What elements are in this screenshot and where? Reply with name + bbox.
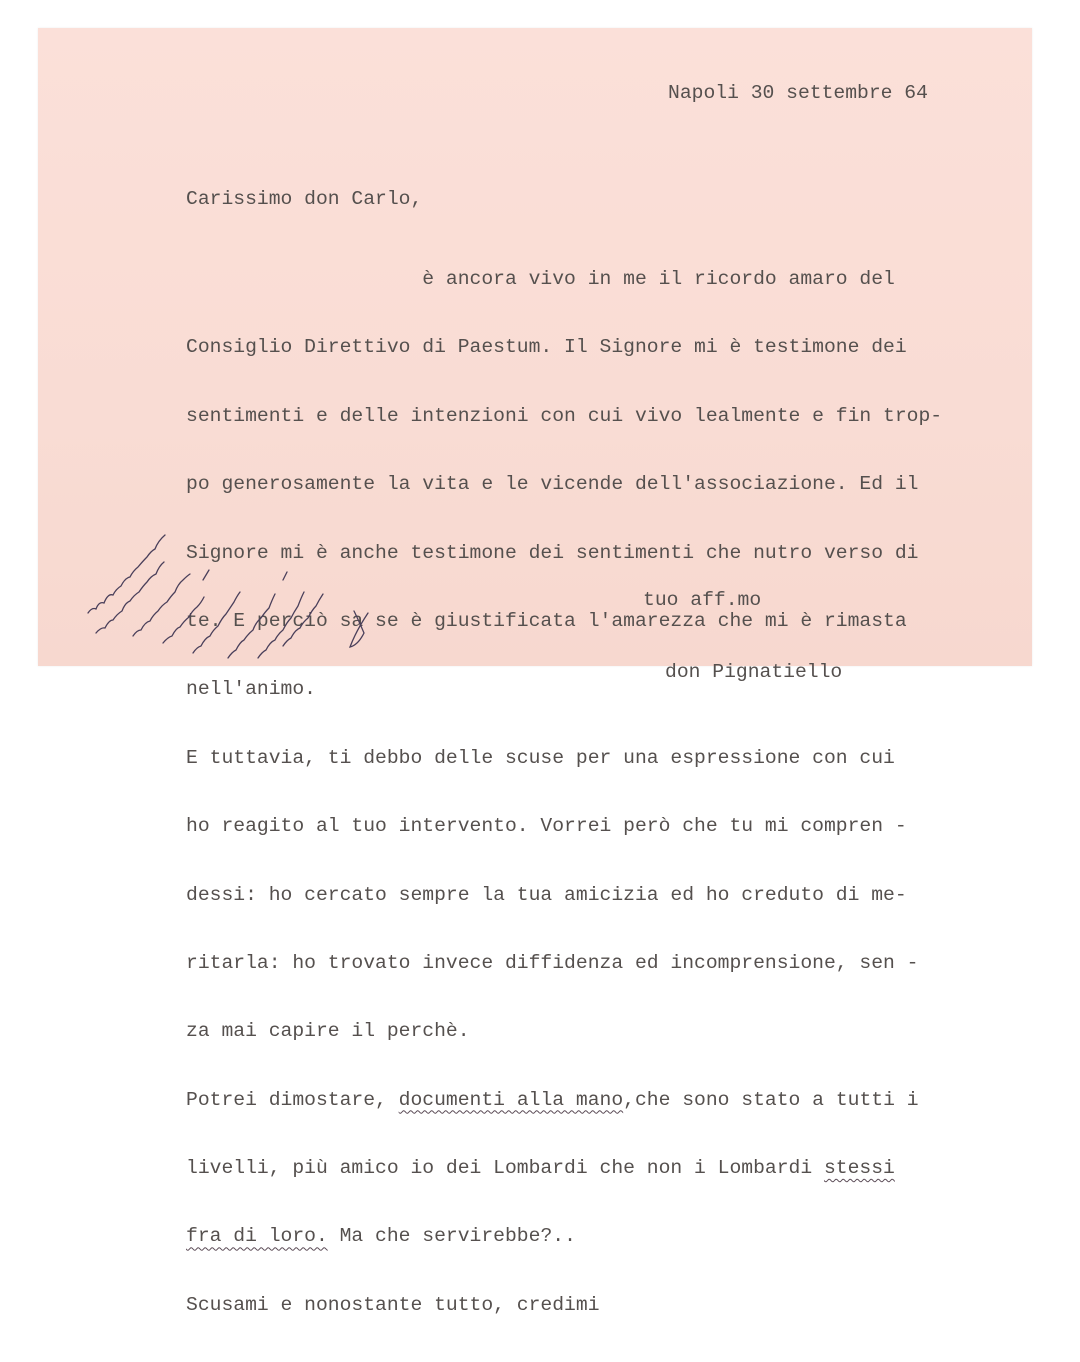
handwriting-stroke bbox=[193, 592, 240, 653]
letter-date: Napoli 30 settembre 64 bbox=[668, 82, 928, 104]
underlined-text: documenti alla mano bbox=[398, 1088, 624, 1111]
handwriting-initial bbox=[350, 611, 368, 647]
body-line: Signore mi è anche testimone dei sentimenti che nutro verso di bbox=[186, 541, 919, 564]
salutation: Carissimo don Carlo, bbox=[186, 187, 423, 210]
body-line: dessi: ho cercato sempre la tua amicizia ed ho creduto di me- bbox=[186, 883, 907, 906]
body-line: E tuttavia, ti debbo delle scuse per una espressione con cui bbox=[186, 746, 895, 769]
handwriting-stroke bbox=[163, 570, 209, 643]
body-line bbox=[186, 1225, 942, 1248]
body-line: za mai capire il perchè. bbox=[186, 1020, 470, 1043]
signature: don Pignatiello bbox=[665, 661, 843, 683]
letter-body bbox=[186, 142, 942, 1362]
body-line: nell'animo. bbox=[186, 678, 316, 701]
handwriting-stroke bbox=[258, 592, 304, 658]
body-line: Scusami e nonostante tutto, credimi bbox=[186, 1293, 600, 1316]
handwriting-stroke bbox=[88, 535, 165, 613]
body-line: ritarla: ho trovato invece diffidenza ed incomprensione, sen - bbox=[186, 951, 919, 974]
underlined-text: fra di loro. bbox=[186, 1225, 328, 1248]
letter-paper bbox=[38, 28, 1032, 1316]
text: Ma che servirebbe?.. bbox=[327, 1225, 576, 1248]
body-line: ho reagito al tuo intervento. Vorrei però che tu mi compren - bbox=[186, 815, 907, 838]
body-line bbox=[186, 1089, 942, 1112]
text: Potrei dimostare, bbox=[186, 1088, 399, 1111]
body-line bbox=[186, 1157, 942, 1180]
handwriting-stroke bbox=[133, 574, 190, 636]
text: livelli, più amico io dei Lombardi che non i Lombardi bbox=[186, 1157, 824, 1180]
body-line: po generosamente la vita e le vicende dell'associazione. Ed il bbox=[186, 473, 919, 496]
body-line: è ancora vivo in me il ricordo amaro del bbox=[186, 267, 895, 290]
closing-block bbox=[643, 540, 842, 732]
body-line: sentimenti e delle intenzioni con cui vivo lealmente e fin trop- bbox=[186, 404, 943, 427]
text: ,che sono stato a tutti i bbox=[623, 1088, 919, 1111]
underlined-text: stessi bbox=[823, 1157, 895, 1180]
handwritten-annotation bbox=[78, 518, 378, 668]
body-line: Consiglio Direttivo di Paestum. Il Signore mi è testimone dei bbox=[186, 336, 907, 359]
handwriting-stroke bbox=[228, 572, 287, 658]
closing: tuo aff.mo bbox=[643, 589, 762, 611]
body-line: te. E perciò sa se è giustificata l'amarezza che mi è rimasta bbox=[186, 609, 907, 632]
